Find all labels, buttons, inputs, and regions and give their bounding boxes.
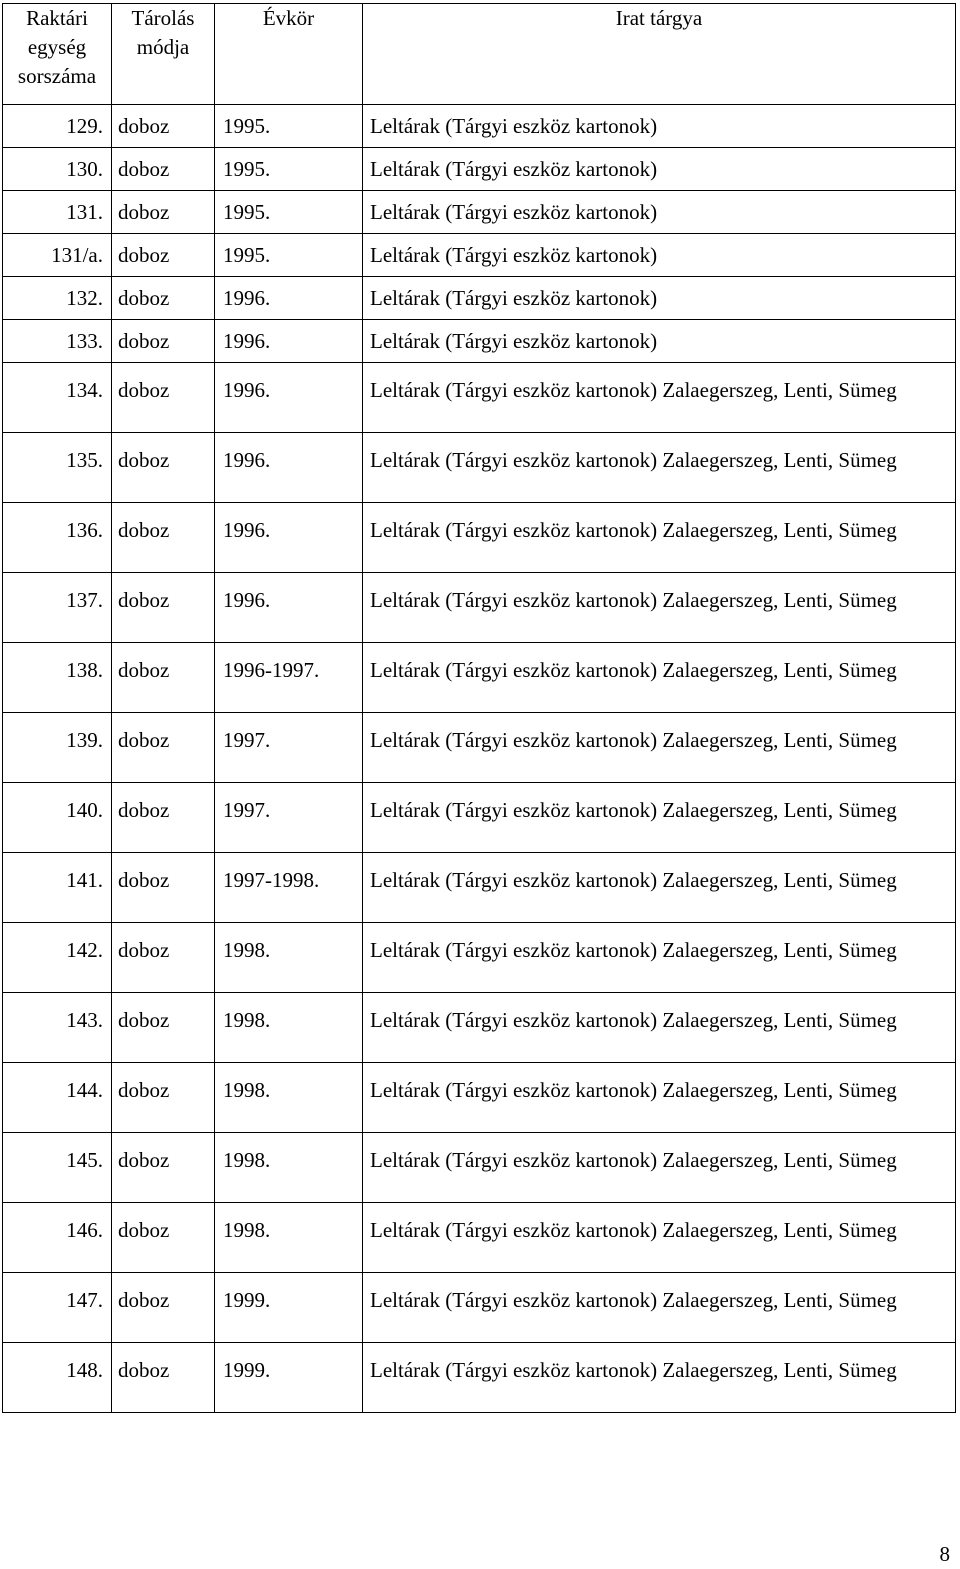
header-document-subject: Irat tárgya (363, 4, 956, 105)
document-subject-cell: Leltárak (Tárgyi eszköz kartonok) Zalaegerszeg, Lenti, Sümeg (363, 1273, 956, 1343)
year-range-cell: 1997-1998. (215, 853, 363, 923)
table-row (3, 1273, 956, 1343)
unit-number-cell: 139. (3, 713, 112, 783)
storage-type-cell: doboz (112, 1063, 215, 1133)
document-subject-cell: Leltárak (Tárgyi eszköz kartonok) Zalaegerszeg, Lenti, Sümeg (363, 783, 956, 853)
year-range-cell: 1997. (215, 713, 363, 783)
year-range-cell: 1997. (215, 783, 363, 853)
document-subject-cell: Leltárak (Tárgyi eszköz kartonok) (363, 148, 956, 191)
table-row (3, 433, 956, 503)
storage-type-cell: doboz (112, 643, 215, 713)
table-row (3, 573, 956, 643)
year-range-cell: 1995. (215, 191, 363, 234)
header-unit-number: Raktári egység sorszáma (3, 4, 112, 105)
year-range-cell: 1999. (215, 1273, 363, 1343)
table-body (3, 105, 956, 1413)
unit-number-cell: 147. (3, 1273, 112, 1343)
year-range-cell: 1996. (215, 433, 363, 503)
unit-number-cell: 130. (3, 148, 112, 191)
year-range-cell: 1996. (215, 573, 363, 643)
document-subject-cell: Leltárak (Tárgyi eszköz kartonok) (363, 277, 956, 320)
unit-number-cell: 134. (3, 363, 112, 433)
unit-number-cell: 129. (3, 105, 112, 148)
table-row (3, 853, 956, 923)
unit-number-cell: 137. (3, 573, 112, 643)
header-year-range: Évkör (215, 4, 363, 105)
year-range-cell: 1998. (215, 1203, 363, 1273)
table-row (3, 783, 956, 853)
year-range-cell: 1995. (215, 148, 363, 191)
storage-type-cell: doboz (112, 320, 215, 363)
document-subject-cell: Leltárak (Tárgyi eszköz kartonok) Zalaegerszeg, Lenti, Sümeg (363, 993, 956, 1063)
storage-type-cell: doboz (112, 853, 215, 923)
table-row (3, 923, 956, 993)
document-subject-cell: Leltárak (Tárgyi eszköz kartonok) Zalaegerszeg, Lenti, Sümeg (363, 433, 956, 503)
year-range-cell: 1998. (215, 1063, 363, 1133)
document-subject-cell: Leltárak (Tárgyi eszköz kartonok) Zalaegerszeg, Lenti, Sümeg (363, 1343, 956, 1413)
storage-type-cell: doboz (112, 1343, 215, 1413)
document-subject-cell: Leltárak (Tárgyi eszköz kartonok) Zalaegerszeg, Lenti, Sümeg (363, 573, 956, 643)
table-row (3, 277, 956, 320)
table-row (3, 1133, 956, 1203)
year-range-cell: 1996. (215, 277, 363, 320)
unit-number-cell: 132. (3, 277, 112, 320)
storage-type-cell: doboz (112, 1203, 215, 1273)
archive-inventory-table (2, 3, 956, 1413)
table-row (3, 1203, 956, 1273)
unit-number-cell: 146. (3, 1203, 112, 1273)
year-range-cell: 1996-1997. (215, 643, 363, 713)
table-row (3, 713, 956, 783)
unit-number-cell: 140. (3, 783, 112, 853)
header-storage-type: Tárolás módja (112, 4, 215, 105)
document-subject-cell: Leltárak (Tárgyi eszköz kartonok) Zalaegerszeg, Lenti, Sümeg (363, 1133, 956, 1203)
table-row (3, 148, 956, 191)
storage-type-cell: doboz (112, 105, 215, 148)
document-subject-cell: Leltárak (Tárgyi eszköz kartonok) Zalaegerszeg, Lenti, Sümeg (363, 713, 956, 783)
storage-type-cell: doboz (112, 713, 215, 783)
year-range-cell: 1998. (215, 923, 363, 993)
year-range-cell: 1995. (215, 234, 363, 277)
storage-type-cell: doboz (112, 993, 215, 1063)
document-subject-cell: Leltárak (Tárgyi eszköz kartonok) Zalaegerszeg, Lenti, Sümeg (363, 923, 956, 993)
storage-type-cell: doboz (112, 923, 215, 993)
table-row (3, 105, 956, 148)
unit-number-cell: 143. (3, 993, 112, 1063)
year-range-cell: 1999. (215, 1343, 363, 1413)
table-row (3, 503, 956, 573)
document-subject-cell: Leltárak (Tárgyi eszköz kartonok) Zalaegerszeg, Lenti, Sümeg (363, 1203, 956, 1273)
unit-number-cell: 135. (3, 433, 112, 503)
storage-type-cell: doboz (112, 148, 215, 191)
unit-number-cell: 136. (3, 503, 112, 573)
document-subject-cell: Leltárak (Tárgyi eszköz kartonok) Zalaegerszeg, Lenti, Sümeg (363, 363, 956, 433)
unit-number-cell: 131. (3, 191, 112, 234)
document-subject-cell: Leltárak (Tárgyi eszköz kartonok) (363, 234, 956, 277)
storage-type-cell: doboz (112, 1133, 215, 1203)
table-row (3, 643, 956, 713)
document-subject-cell: Leltárak (Tárgyi eszköz kartonok) (363, 320, 956, 363)
page-number: 8 (939, 1542, 950, 1566)
unit-number-cell: 141. (3, 853, 112, 923)
storage-type-cell: doboz (112, 503, 215, 573)
year-range-cell: 1998. (215, 1133, 363, 1203)
document-subject-cell: Leltárak (Tárgyi eszköz kartonok) Zalaegerszeg, Lenti, Sümeg (363, 1063, 956, 1133)
unit-number-cell: 131/a. (3, 234, 112, 277)
table-row (3, 1063, 956, 1133)
storage-type-cell: doboz (112, 433, 215, 503)
table-row (3, 363, 956, 433)
year-range-cell: 1995. (215, 105, 363, 148)
unit-number-cell: 145. (3, 1133, 112, 1203)
year-range-cell: 1998. (215, 993, 363, 1063)
storage-type-cell: doboz (112, 277, 215, 320)
year-range-cell: 1996. (215, 503, 363, 573)
storage-type-cell: doboz (112, 783, 215, 853)
year-range-cell: 1996. (215, 320, 363, 363)
unit-number-cell: 142. (3, 923, 112, 993)
table-row (3, 191, 956, 234)
storage-type-cell: doboz (112, 573, 215, 643)
storage-type-cell: doboz (112, 191, 215, 234)
table-row (3, 234, 956, 277)
unit-number-cell: 133. (3, 320, 112, 363)
storage-type-cell: doboz (112, 234, 215, 277)
document-subject-cell: Leltárak (Tárgyi eszköz kartonok) Zalaegerszeg, Lenti, Sümeg (363, 853, 956, 923)
unit-number-cell: 148. (3, 1343, 112, 1413)
unit-number-cell: 138. (3, 643, 112, 713)
storage-type-cell: doboz (112, 1273, 215, 1343)
table-row (3, 320, 956, 363)
document-subject-cell: Leltárak (Tárgyi eszköz kartonok) (363, 105, 956, 148)
document-subject-cell: Leltárak (Tárgyi eszköz kartonok) (363, 191, 956, 234)
table-row (3, 993, 956, 1063)
storage-type-cell: doboz (112, 363, 215, 433)
document-subject-cell: Leltárak (Tárgyi eszköz kartonok) Zalaegerszeg, Lenti, Sümeg (363, 643, 956, 713)
table-row (3, 1343, 956, 1413)
year-range-cell: 1996. (215, 363, 363, 433)
table-header-row (3, 4, 956, 105)
unit-number-cell: 144. (3, 1063, 112, 1133)
document-subject-cell: Leltárak (Tárgyi eszköz kartonok) Zalaegerszeg, Lenti, Sümeg (363, 503, 956, 573)
